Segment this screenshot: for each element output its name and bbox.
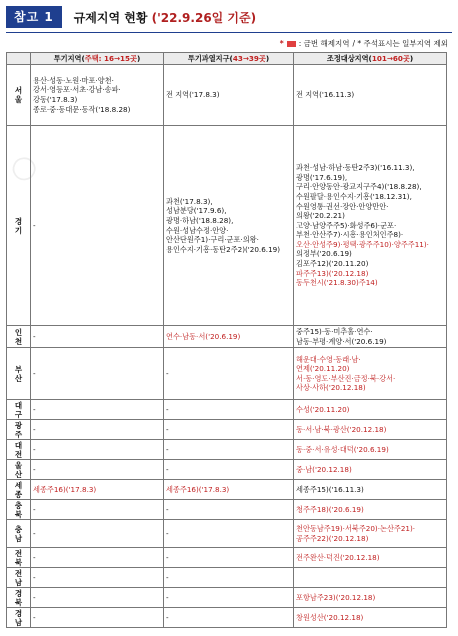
cell-line: 해운대·수영·동래·남· (296, 354, 361, 364)
region-char: 기 (14, 225, 23, 235)
header (6, 6, 452, 28)
cell-line: 강서·영등포·서초·강남·송파· (33, 85, 121, 95)
cell-line: 동두천시('21.8.30)주14) (296, 278, 378, 288)
region-char: 울 (14, 95, 23, 104)
adjustment-cell (294, 126, 447, 326)
region-cell (7, 348, 31, 400)
cell-line: - (166, 572, 169, 582)
cell-line: 동·서·남·북·광산('20.12.18) (296, 424, 387, 434)
region-cell (7, 440, 31, 460)
region-char: 부 (14, 364, 23, 374)
cell-line: - (166, 444, 169, 454)
cell-line: 세종주16)('17.8.3) (166, 484, 230, 494)
cell-line: 전주완산·덕진('20.12.18) (296, 552, 380, 562)
region-char: 충 (14, 500, 23, 510)
region-char: 북 (14, 509, 23, 519)
adjustment-cell (294, 588, 447, 608)
speculation-cell (31, 568, 164, 588)
region-char: 구 (14, 409, 23, 419)
speculation-cell (31, 608, 164, 628)
region-cell (7, 65, 31, 126)
cell-line: 세종주15)('16.11.3) (296, 484, 364, 494)
adjustment-cell (294, 480, 447, 500)
cell-line: 남동·부평·계양·서('20.6.19) (296, 336, 387, 346)
cell-line: 세종주16)('17.8.3) (33, 484, 97, 494)
region-char: 북 (14, 557, 23, 567)
region-char: 서 (14, 86, 23, 95)
adjustment-cell (294, 420, 447, 440)
cell-line: 수성('20.11.20) (296, 404, 350, 414)
region-cell (7, 588, 31, 608)
speculation-cell (31, 520, 164, 548)
watermark: ○ (2, 145, 44, 190)
speculation-cell (31, 420, 164, 440)
cell-line: - (33, 612, 36, 622)
cell-line: 의왕('20.2.21) (296, 211, 345, 221)
speculation-cell (31, 440, 164, 460)
cell-line: 연수·남동·서('20.6.19) (166, 331, 241, 341)
table-row (7, 326, 447, 348)
cell-line: - (166, 612, 169, 622)
cell-line: 의정부('20.6.19) (296, 249, 352, 259)
cell-line: 성남분당('17.9.6), (166, 206, 227, 216)
speculation-cell (31, 500, 164, 520)
overheated-cell (164, 568, 294, 588)
region-char: 남 (14, 617, 23, 627)
table-row (7, 500, 447, 520)
cell-line: - (166, 552, 169, 562)
region-char: 인 (14, 327, 23, 337)
legend-swatch (287, 41, 296, 47)
cell-line: 수원·성남수정·안양· (166, 225, 229, 235)
cell-line: 수원영통·권선·장안·안양만안· (296, 201, 389, 211)
region-char: 충 (14, 524, 23, 534)
speculation-cell (31, 348, 164, 400)
legend-swatch-label: : 금번 해제지역 (298, 39, 350, 48)
cell-line: - (33, 572, 36, 582)
table-row (7, 65, 447, 126)
region-char: 경 (14, 608, 23, 618)
overheated-cell (164, 608, 294, 628)
header-overheated-district: 투기과열지구(43→39곳) (164, 53, 294, 65)
table-row (7, 348, 447, 400)
region-cell (7, 520, 31, 548)
region-cell (7, 608, 31, 628)
header-adjustment-area: 조정대상지역(101→60곳) (294, 53, 447, 65)
cell-line: - (33, 592, 36, 602)
cell-line: - (33, 424, 36, 434)
table-row (7, 480, 447, 500)
table-row (7, 440, 447, 460)
cell-line: 공주주22)('20.12.18) (296, 533, 369, 543)
overheated-cell (164, 348, 294, 400)
reference-badge: 참고 1 (6, 6, 62, 28)
region-char: 천 (14, 336, 23, 346)
legend-star: * (279, 39, 284, 48)
adjustment-cell (294, 348, 447, 400)
overheated-cell (164, 126, 294, 326)
region-char: 경 (14, 588, 23, 598)
cell-line: 사상·사하('20.12.18) (296, 383, 366, 393)
adjustment-cell (294, 520, 447, 548)
region-cell (7, 500, 31, 520)
speculation-cell (31, 326, 164, 348)
overheated-cell (164, 500, 294, 520)
cell-line: - (33, 552, 36, 562)
region-cell (7, 480, 31, 500)
adjustment-cell (294, 460, 447, 480)
cell-line: 포항남주23)('20.12.18) (296, 592, 376, 602)
cell-line: 연제('20.11.20) (296, 364, 350, 374)
speculation-cell (31, 460, 164, 480)
adjustment-cell (294, 608, 447, 628)
cell-line: 수원팔달·용인수지·기흥('18.12.31), (296, 191, 412, 201)
cell-line: 동·중·서·유성·대덕('20.6.19) (296, 444, 389, 454)
region-cell (7, 326, 31, 348)
speculation-cell (31, 65, 164, 126)
cell-line: 안산단원주1)·구리·군포·의왕· (166, 235, 259, 245)
speculation-cell (31, 480, 164, 500)
cell-line: 구리·안양동안·광교지구주4)('18.8.28), (296, 182, 422, 192)
cell-line: - (33, 464, 36, 474)
region-cell (7, 126, 31, 326)
speculation-cell (31, 126, 164, 326)
overheated-cell (164, 588, 294, 608)
cell-line: - (166, 424, 169, 434)
table-header-row (7, 53, 447, 65)
table-row (7, 420, 447, 440)
cell-line: 용인수지·기흥·동탄2주2)('20.6.19) (166, 244, 281, 254)
cell-line: 중·남('20.12.18) (296, 464, 352, 474)
overheated-cell (164, 548, 294, 568)
cell-line: - (166, 592, 169, 602)
header-divider (6, 32, 452, 33)
title-date: ('22.9.26일 기준) (151, 10, 257, 25)
region-char: 세 (14, 480, 23, 490)
region-char: 북 (14, 597, 23, 607)
adjustment-cell (294, 568, 447, 588)
cell-line: 과천('17.8.3), (166, 196, 213, 206)
speculation-cell (31, 548, 164, 568)
cell-line: 강동('17.8.3) (33, 95, 78, 104)
adjustment-cell (294, 440, 447, 460)
region-char: 광 (14, 420, 23, 430)
region-char: 전 (14, 568, 23, 578)
overheated-cell (164, 480, 294, 500)
table-row (7, 608, 447, 628)
cell-line: - (33, 368, 36, 378)
table-row (7, 568, 447, 588)
region-cell (7, 400, 31, 420)
page-title (74, 9, 256, 26)
region-cell (7, 460, 31, 480)
cell-line: 김포주12)('20.11.20) (296, 259, 369, 269)
legend-note: / * 주석표시는 일부지역 제외 (352, 39, 448, 48)
overheated-cell (164, 440, 294, 460)
overheated-cell (164, 326, 294, 348)
region-char: 산 (14, 469, 23, 479)
region-char: 대 (14, 440, 23, 450)
header-region (7, 53, 31, 65)
table-row (7, 460, 447, 480)
cell-line: 천안동남주19)·서북주20)·논산주21)· (296, 524, 416, 534)
overheated-cell (164, 520, 294, 548)
region-cell (7, 420, 31, 440)
table-row (7, 400, 447, 420)
region-cell (7, 568, 31, 588)
cell-line: 과천·성남·하남·동탄2주3)('16.11.3), (296, 163, 415, 173)
cell-line: - (166, 464, 169, 474)
region-char: 대 (14, 400, 23, 410)
cell-line: 전 지역('17.8.3) (166, 90, 220, 100)
legend (280, 38, 448, 49)
cell-line: 청주주18)('20.6.19) (296, 504, 364, 514)
cell-line: - (166, 404, 169, 414)
adjustment-cell (294, 65, 447, 126)
cell-line: - (33, 220, 36, 230)
cell-line: 오산·안성주9)·평택·광주주10)·양주주11)· (296, 239, 429, 249)
table-row (7, 126, 447, 326)
header-speculation-area: 투기지역(주택: 16→15곳) (31, 53, 164, 65)
cell-line: 용산·성동·노원·마포·양천· (33, 75, 114, 85)
overheated-cell (164, 400, 294, 420)
region-char: 주 (14, 429, 23, 439)
cell-line: - (33, 504, 36, 514)
cell-line: 전 지역('16.11.3) (296, 90, 355, 100)
overheated-cell (164, 420, 294, 440)
cell-line: 파주주13)('20.12.18) (296, 268, 369, 278)
cell-line: 서·동·영도·부산진·금정·북·강서· (296, 373, 396, 383)
adjustment-cell (294, 400, 447, 420)
adjustment-cell (294, 548, 447, 568)
overheated-cell (164, 65, 294, 126)
adjustment-cell (294, 326, 447, 348)
region-cell (7, 548, 31, 568)
region-char: 전 (14, 548, 23, 558)
table-row (7, 548, 447, 568)
region-char: 남 (14, 533, 23, 543)
cell-line: 광명·하남('18.8.28), (166, 215, 234, 225)
cell-line: - (166, 504, 169, 514)
cell-line: - (33, 404, 36, 414)
cell-line: - (33, 331, 36, 341)
speculation-cell (31, 400, 164, 420)
region-char: 남 (14, 577, 23, 587)
table-row (7, 520, 447, 548)
cell-line: 중주15)·동·미추홀·연수· (296, 327, 373, 336)
cell-line: - (33, 444, 36, 454)
table-row (7, 588, 447, 608)
cell-line: - (166, 528, 169, 538)
adjustment-cell (294, 500, 447, 520)
region-char: 산 (14, 373, 23, 383)
cell-line: 종로·중·동대문·동작('18.8.28) (33, 104, 131, 114)
title-text: 규제지역 현황 (73, 10, 148, 25)
cell-line: - (166, 368, 169, 378)
region-char: 전 (14, 449, 23, 459)
overheated-cell (164, 460, 294, 480)
cell-line: 부천·안산주7)·시흥·용인처인주8)· (296, 230, 404, 240)
region-char: 종 (14, 489, 23, 499)
speculation-cell (31, 588, 164, 608)
cell-line: 광명('17.6.19), (296, 172, 348, 182)
cell-line: 창원성산('20.12.18) (296, 612, 364, 622)
cell-line: 고양·남양주주5)·화성주6)·군포· (296, 220, 397, 230)
regulation-table (6, 52, 447, 628)
cell-line: - (33, 528, 36, 538)
region-char: 경 (14, 216, 23, 226)
region-char: 울 (14, 460, 23, 470)
